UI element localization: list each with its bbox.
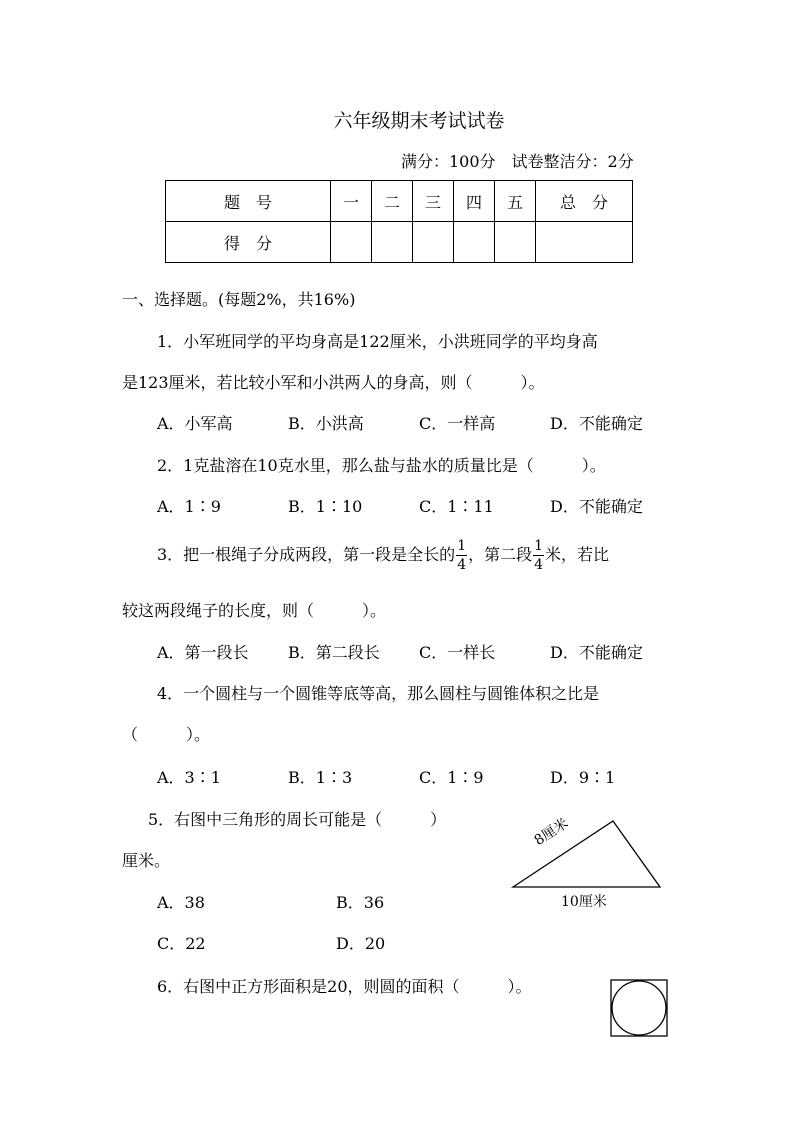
score-cell[interactable] [331, 222, 372, 263]
table-header-cell: 总 分 [536, 181, 633, 222]
square-shape [611, 980, 667, 1036]
option-c[interactable]: C．一样高 [419, 414, 496, 433]
question-3-line-1 [157, 535, 609, 575]
table-header-cell: 五 [495, 181, 536, 222]
score-cell[interactable] [413, 222, 454, 263]
table-header-cell: 三 [413, 181, 454, 222]
option-c[interactable]: C．一样长 [419, 643, 496, 662]
question-6: 6．右图中正方形面积是20，则圆的面积（ ）。 [157, 977, 532, 996]
question-5-line-1: 5．右图中三角形的周长可能是（ ） [148, 810, 447, 829]
option-d[interactable]: D．不能确定 [550, 497, 643, 516]
question-5-line-2: 厘米。 [122, 851, 171, 870]
side-length-label: 8厘米 [531, 815, 572, 849]
option-b[interactable]: B．小洪高 [288, 414, 364, 433]
option-b[interactable]: B．第二段长 [288, 643, 380, 662]
score-cell[interactable] [372, 222, 413, 263]
score-row-label: 得 分 [166, 222, 331, 263]
base-length-label: 10厘米 [561, 894, 607, 910]
question-1-line-2: 是123厘米，若比较小军和小洪两人的身高，则（ ）。 [122, 373, 545, 392]
square-circle-figure [609, 978, 671, 1038]
question-3-text-1: 3．把一根绳子分成两段，第一段是全长的 [157, 545, 456, 564]
page-title: 六年级期末考试试卷 [333, 110, 505, 132]
fraction: $\frac{1}{4}$ [534, 538, 544, 573]
table-header-cell: 四 [454, 181, 495, 222]
table-row [166, 222, 633, 263]
fraction: $\frac{1}{4}$ [457, 538, 467, 573]
score-cell[interactable] [536, 222, 633, 263]
score-info: 满分：100分 试卷整洁分：2分 [401, 152, 634, 171]
score-table [165, 180, 633, 263]
section-heading: 一、选择题。(每题2%，共16%) [122, 290, 356, 309]
question-4-line-1: 4．一个圆柱与一个圆锥等底等高，那么圆柱与圆锥体积之比是 [157, 684, 600, 703]
option-c[interactable]: C．22 [157, 934, 206, 953]
question-2: 2．1克盐溶在10克水里，那么盐与盐水的质量比是（ ）。 [157, 456, 606, 475]
option-c[interactable]: C．1∶11 [419, 497, 494, 516]
question-3-text-3: 米，若比 [545, 545, 610, 564]
option-b[interactable]: B．1∶3 [288, 768, 353, 787]
option-a[interactable]: A．38 [157, 893, 205, 912]
option-c[interactable]: C．1∶9 [419, 768, 484, 787]
option-a[interactable]: A．3∶1 [157, 768, 221, 787]
table-header-cell: 题 号 [166, 181, 331, 222]
score-cell[interactable] [454, 222, 495, 263]
table-row [166, 181, 633, 222]
score-cell[interactable] [495, 222, 536, 263]
option-b[interactable]: B．36 [336, 893, 385, 912]
option-b[interactable]: B．1∶10 [288, 497, 363, 516]
option-a[interactable]: A．1∶9 [157, 497, 221, 516]
question-3-text-2: ，第二段 [468, 545, 533, 564]
option-d[interactable]: D．20 [336, 934, 386, 953]
option-d[interactable]: D．不能确定 [550, 643, 643, 662]
question-1-line-1: 1．小军班同学的平均身高是122厘米，小洪班同学的平均身高 [157, 332, 598, 351]
question-4-line-2: （ ）。 [122, 725, 211, 744]
option-d[interactable]: D．不能确定 [550, 414, 643, 433]
question-3-line-2: 较这两段绳子的长度，则（ ）。 [122, 601, 387, 620]
option-a[interactable]: A．第一段长 [157, 643, 249, 662]
table-header-cell: 二 [372, 181, 413, 222]
option-d[interactable]: D．9∶1 [550, 768, 616, 787]
table-header-cell: 一 [331, 181, 372, 222]
option-a[interactable]: A．小军高 [157, 414, 233, 433]
circle-shape [612, 981, 666, 1035]
